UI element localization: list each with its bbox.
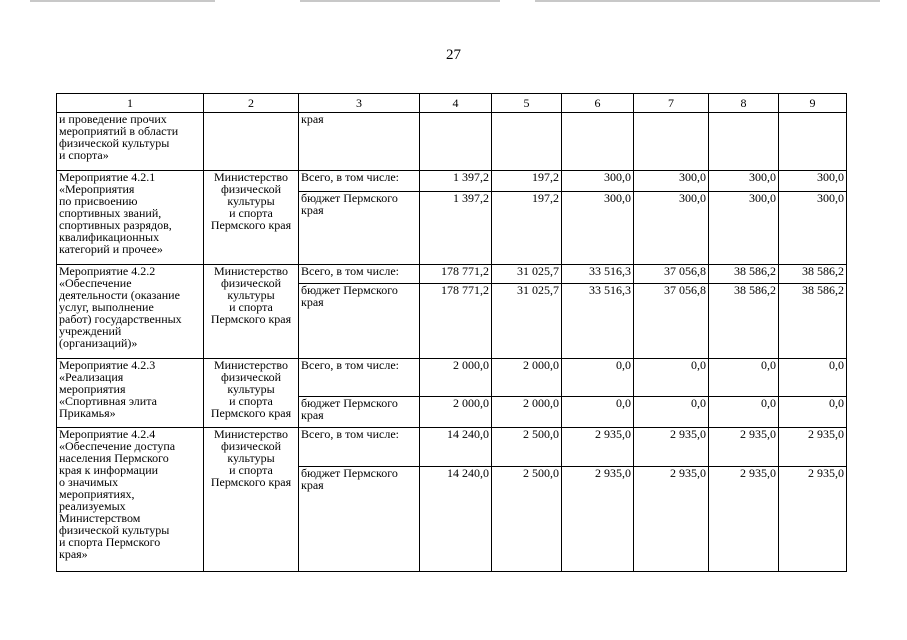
value-cell: 197,2 [492, 192, 562, 265]
value-cell [634, 113, 709, 171]
executor-line: Пермского края [210, 475, 292, 489]
source-cell [299, 113, 420, 171]
source-cell [299, 428, 420, 467]
event-name-line: «Обеспечение [59, 276, 132, 290]
source-line: края [301, 112, 324, 126]
value-cell: 1 397,2 [420, 192, 492, 265]
event-name-line: квалификационных [59, 230, 160, 244]
source-cell [299, 284, 420, 359]
event-name-cell [57, 265, 204, 359]
event-name-line: работ) государственных [59, 312, 182, 326]
event-name-cell [57, 171, 204, 265]
value-cell: 14 240,0 [420, 428, 492, 467]
event-name-line: «Мероприятия [59, 182, 135, 196]
source-line: края [301, 295, 324, 309]
source-line: бюджет Пермского [301, 466, 398, 480]
value-cell: 2 500,0 [492, 467, 562, 572]
value-cell: 300,0 [779, 192, 847, 265]
event-name-line: категорий и прочее» [59, 242, 163, 256]
source-cell [299, 467, 420, 572]
executor-line: и спорта [229, 394, 273, 408]
value-cell: 31 025,7 [492, 265, 562, 284]
value-cell: 2 935,0 [709, 467, 779, 572]
value-cell [492, 113, 562, 171]
value-cell: 38 586,2 [709, 265, 779, 284]
value-cell: 37 056,8 [634, 265, 709, 284]
source-cell [299, 397, 420, 428]
event-name-line: Мероприятие 4.2.4 [59, 427, 156, 441]
scan-edge-line-left [30, 0, 215, 2]
value-cell: 197,2 [492, 171, 562, 192]
executor-line: Министерство [214, 358, 288, 372]
value-cell: 0,0 [779, 397, 847, 428]
value-cell: 38 586,2 [709, 284, 779, 359]
value-cell: 38 586,2 [779, 284, 847, 359]
event-name-line: спортивных званий, [59, 206, 162, 220]
executor-line: физической [221, 439, 281, 453]
event-name-line: «Обеспечение доступа [59, 439, 176, 453]
value-cell: 33 516,3 [562, 284, 634, 359]
source-line: края [301, 408, 324, 422]
event-name-line: края» [59, 547, 88, 561]
value-cell: 300,0 [709, 171, 779, 192]
value-cell: 33 516,3 [562, 265, 634, 284]
source-line: края [301, 478, 324, 492]
table-row [57, 171, 847, 192]
event-name-line: «Спортивная элита [59, 394, 157, 408]
event-name-line: Мероприятие 4.2.3 [59, 358, 156, 372]
value-cell: 178 771,2 [420, 265, 492, 284]
value-cell: 2 000,0 [492, 359, 562, 397]
header-cell: 2 [204, 94, 299, 113]
event-name-line: мероприятиях, [59, 487, 135, 501]
value-cell [779, 113, 847, 171]
event-name-line: Прикамья» [59, 406, 116, 420]
event-name-line: реализуемых [59, 499, 126, 513]
event-name-line: края к информации [59, 463, 159, 477]
value-cell: 2 000,0 [492, 397, 562, 428]
event-name-line: и спорта» [59, 148, 109, 162]
event-name-line: Министерством [59, 511, 141, 525]
executor-cell [204, 359, 299, 428]
table-row [57, 428, 847, 467]
value-cell: 300,0 [562, 192, 634, 265]
value-cell: 31 025,7 [492, 284, 562, 359]
value-cell: 300,0 [709, 192, 779, 265]
value-cell: 300,0 [634, 171, 709, 192]
event-name-line: населения Пермского [59, 451, 169, 465]
executor-cell [204, 428, 299, 572]
executor-line: культуры [227, 194, 275, 208]
executor-cell [204, 265, 299, 359]
value-cell: 2 935,0 [562, 467, 634, 572]
value-cell: 2 500,0 [492, 428, 562, 467]
source-cell [299, 265, 420, 284]
event-name-line: и спорта Пермского [59, 535, 161, 549]
value-cell: 2 935,0 [562, 428, 634, 467]
header-cell: 5 [492, 94, 562, 113]
table-row [57, 265, 847, 284]
funding-table [56, 93, 847, 572]
header-row [57, 94, 847, 113]
value-cell: 2 935,0 [779, 428, 847, 467]
event-name-line: спортивных разрядов, [59, 218, 172, 232]
executor-line: Министерство [214, 170, 288, 184]
event-name-line: Мероприятие 4.2.2 [59, 264, 156, 278]
executor-line: Пермского края [210, 312, 292, 326]
value-cell: 2 935,0 [634, 467, 709, 572]
event-name-line: физической культуры [59, 136, 170, 150]
event-name-line: по присвоению [59, 194, 138, 208]
value-cell: 2 000,0 [420, 397, 492, 428]
executor-line: Министерство [214, 427, 288, 441]
source-line: края [301, 203, 324, 217]
event-name-line: (организаций)» [59, 336, 138, 350]
executor-line: культуры [227, 451, 275, 465]
value-cell: 300,0 [634, 192, 709, 265]
value-cell: 14 240,0 [420, 467, 492, 572]
event-name-cell [57, 113, 204, 171]
source-line: Всего, в том числе: [301, 170, 399, 184]
value-cell: 1 397,2 [420, 171, 492, 192]
header-cell: 3 [299, 94, 420, 113]
executor-line: Пермского края [210, 406, 292, 420]
value-cell: 2 935,0 [634, 428, 709, 467]
executor-line: и спорта [229, 206, 273, 220]
scan-edge-line-right [535, 0, 880, 2]
header-cell: 9 [779, 94, 847, 113]
event-name-line: мероприятий в области [59, 124, 179, 138]
event-name-line: деятельности (оказание [59, 288, 180, 302]
source-line: Всего, в том числе: [301, 264, 399, 278]
source-cell [299, 192, 420, 265]
value-cell [709, 113, 779, 171]
value-cell: 2 935,0 [709, 428, 779, 467]
header-cell: 6 [562, 94, 634, 113]
value-cell: 300,0 [779, 171, 847, 192]
source-line: Всего, в том числе: [301, 427, 399, 441]
executor-line: культуры [227, 382, 275, 396]
value-cell: 2 935,0 [779, 467, 847, 572]
value-cell: 0,0 [634, 397, 709, 428]
source-line: бюджет Пермского [301, 191, 398, 205]
table-row [57, 113, 847, 171]
executor-cell [204, 171, 299, 265]
value-cell: 0,0 [779, 359, 847, 397]
source-cell [299, 359, 420, 397]
event-name-line: мероприятия [59, 382, 126, 396]
executor-line: и спорта [229, 463, 273, 477]
value-cell [420, 113, 492, 171]
value-cell: 0,0 [562, 359, 634, 397]
event-name-line: «Реализация [59, 370, 124, 384]
event-name-line: услуг, выполнение [59, 300, 154, 314]
value-cell: 38 586,2 [779, 265, 847, 284]
value-cell [562, 113, 634, 171]
page-number: 27 [446, 47, 461, 63]
executor-line: Пермского края [210, 218, 292, 232]
header-cell: 4 [420, 94, 492, 113]
header-cell: 7 [634, 94, 709, 113]
executor-line: физической [221, 182, 281, 196]
event-name-line: учреждений [59, 324, 122, 338]
executor-line: культуры [227, 288, 275, 302]
value-cell: 37 056,8 [634, 284, 709, 359]
value-cell: 0,0 [709, 359, 779, 397]
value-cell: 0,0 [562, 397, 634, 428]
value-cell: 0,0 [634, 359, 709, 397]
source-line: бюджет Пермского [301, 283, 398, 297]
executor-cell [204, 113, 299, 171]
value-cell: 0,0 [709, 397, 779, 428]
executor-line: Министерство [214, 264, 288, 278]
event-name-line: Мероприятие 4.2.1 [59, 170, 156, 184]
value-cell: 178 771,2 [420, 284, 492, 359]
source-cell [299, 171, 420, 192]
executor-line: и спорта [229, 300, 273, 314]
table-row [57, 359, 847, 397]
scan-edge-line-center [300, 0, 500, 2]
source-line: бюджет Пермского [301, 396, 398, 410]
event-name-cell [57, 359, 204, 428]
source-line: Всего, в том числе: [301, 358, 399, 372]
event-name-line: о значимых [59, 475, 119, 489]
event-name-line: физической культуры [59, 523, 170, 537]
event-name-cell [57, 428, 204, 572]
header-cell: 1 [57, 94, 204, 113]
value-cell: 2 000,0 [420, 359, 492, 397]
header-cell: 8 [709, 94, 779, 113]
event-name-line: и проведение прочих [59, 112, 167, 126]
executor-line: физической [221, 276, 281, 290]
executor-line: физической [221, 370, 281, 384]
value-cell: 300,0 [562, 171, 634, 192]
